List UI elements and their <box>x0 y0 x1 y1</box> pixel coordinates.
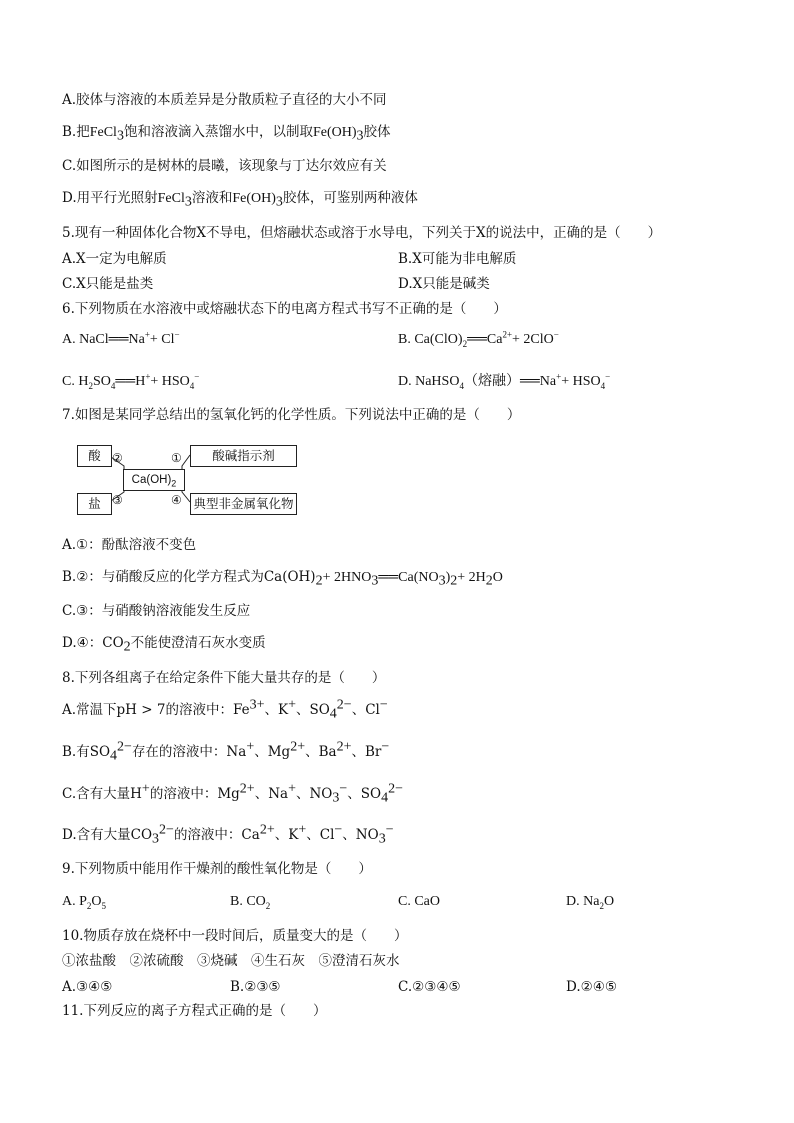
q8-option-c: C.含有大量H+的溶液中：$Mg^{2+}$、Na+、$NO_3^-$、$SO_4^{2-}$ <box>62 781 404 806</box>
q4-option-a: A.胶体与溶液的本质差异是分散质粒子直径的大小不同 <box>62 92 387 108</box>
q5-stem: 5.现有一种固体化合物X不导电，但熔融状态或溶于水导电，下列关于X的说法中，正确的是（ ） <box>62 225 662 241</box>
q4-option-c: C.如图所示的是树林的晨曦，该现象与丁达尔效应有关 <box>62 158 387 174</box>
q6-option-c: C. $H_2SO_4══H^++ HSO_4^-$ <box>62 371 200 391</box>
circle-3: ③ <box>112 493 123 507</box>
q9-option-b: B. $CO_2$ <box>230 894 271 911</box>
q9-option-c: C. CaO <box>398 894 440 909</box>
q5-option-a: A.X一定为电解质 <box>62 251 167 267</box>
salt-box: 盐 <box>77 493 112 515</box>
circle-2: ② <box>112 451 123 465</box>
q7-option-b: B.②：与硝酸反应的化学方程式为$Ca(OH)_2+$ $2HNO_3══Ca(NO_3)_2+ 2H_2O$ <box>62 569 503 589</box>
q6-option-d: D. NaHSO$_4$（熔融）══Na++ $HSO_4^-$ <box>398 371 611 391</box>
indicator-box: 酸碱指示剂 <box>190 445 297 467</box>
q7-option-d: D.④：$CO_2$不能使澄清石灰水变质 <box>62 635 266 655</box>
q9-option-d: D. $Na_2O$ <box>566 894 615 911</box>
q4-option-d: D.用平行光照射FeCl$_3$溶液和$Fe(OH)_3$胶体，可鉴别两种液体 <box>62 190 418 210</box>
q8-option-a: A.常温下pH > 7的溶液中：$Fe^{3+}$、K+、$SO_4^{2-}$、Cl− <box>62 697 388 722</box>
q8-option-d: D.含有大量$CO_3^{2-}$的溶液中：$Ca^{2+}$、K+、Cl−、$NO_3^-$ <box>62 822 394 847</box>
q5-option-b: B.X可能为非电解质 <box>398 251 517 267</box>
q7-option-a: A.①：酚酞溶液不变色 <box>62 537 197 553</box>
circle-4: ④ <box>171 493 182 507</box>
q5-option-c: C.X只能是盐类 <box>62 276 154 292</box>
q8-stem: 8.下列各组离子在给定条件下能大量共存的是（ ） <box>62 670 386 686</box>
q9-stem: 9.下列物质中能用作干燥剂的酸性氧化物是（ ） <box>62 861 372 877</box>
q10-option-b: B.②③⑤ <box>230 979 281 995</box>
calcium-hydroxide-box: $Ca(OH)_2$ <box>123 469 185 491</box>
q10-option-a: A.③④⑤ <box>62 979 113 995</box>
oxide-box: 典型非金属氧化物 <box>190 493 297 515</box>
q7-stem: 7.如图是某同学总结出的氢氧化钙的化学性质。下列说法中正确的是（ ） <box>62 407 521 423</box>
q9-option-a: A. $P_2O_5$ <box>62 894 107 911</box>
q7-option-c: C.③：与硝酸钠溶液能发生反应 <box>62 603 251 619</box>
q10-stem: 10.物质存放在烧杯中一段时间后，质量变大的是（ ） <box>62 928 408 944</box>
q10-option-c: C.②③④⑤ <box>398 979 461 995</box>
q10-option-d: D.②④⑤ <box>566 979 617 995</box>
q8-option-b: B.有$SO_4^{2-}$存在的溶液中：Na+、$Mg^{2+}$、$Ba^{2+}$、Br− <box>62 739 390 764</box>
q11-stem: 11.下列反应的离子方程式正确的是（ ） <box>62 1003 327 1019</box>
q6-option-b: B. $Ca(ClO)_2══Ca^{2+}+ 2ClO^-$ <box>398 329 559 349</box>
q6-stem: 6.下列物质在水溶液中或熔融状态下的电离方程式书写不正确的是（ ） <box>62 301 507 317</box>
q4-option-b: B.把FeCl$_3$饱和溶液滴入蒸馏水中，以制取$Fe(OH)_3$胶体 <box>62 124 391 144</box>
connector-indicator <box>182 455 190 470</box>
circle-1: ① <box>171 451 182 465</box>
acid-box: 酸 <box>77 445 112 467</box>
q10-items: ①浓盐酸 ②浓硫酸 ③烧碱 ④生石灰 ⑤澄清石灰水 <box>62 953 400 969</box>
q5-option-d: D.X只能是碱类 <box>398 276 490 292</box>
q6-option-a: A. NaCl══Na++ Cl− <box>62 329 180 347</box>
